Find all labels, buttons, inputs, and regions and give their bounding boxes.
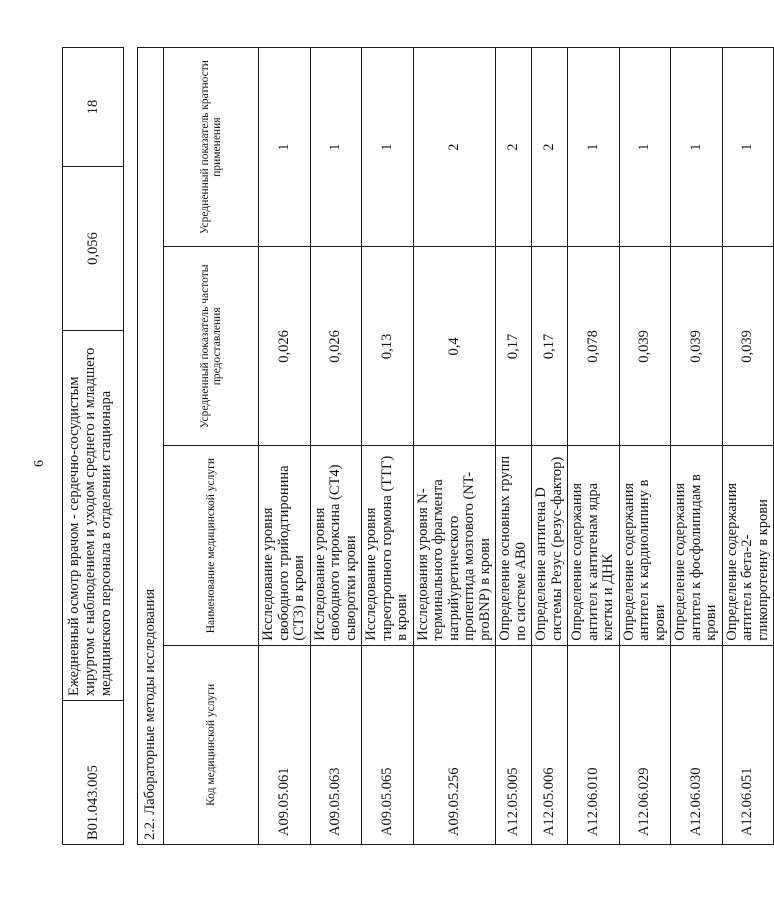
table-row — [362, 48, 414, 845]
page-number: 6 — [32, 460, 47, 467]
table-row — [413, 48, 496, 845]
header-row — [164, 48, 259, 845]
table-row — [568, 48, 620, 845]
service-code: B01.043.005 — [63, 701, 124, 845]
service-code: A09.05.061 — [259, 645, 311, 844]
multiplicity-value: 1 — [568, 48, 620, 247]
lab-methods-table — [137, 47, 774, 845]
service-code: A12.05.005 — [496, 645, 532, 844]
frequency-value: 0,078 — [568, 247, 620, 446]
service-name: Определение содержания антител к фосфолипидам в крови — [671, 446, 723, 645]
multiplicity-value: 18 — [63, 48, 124, 167]
service-code: A09.05.063 — [310, 645, 362, 844]
header-multiplicity: Усредненный показатель кратности применения — [164, 48, 259, 247]
frequency-value: 0,039 — [671, 247, 723, 446]
service-code: A12.06.030 — [671, 645, 723, 844]
service-name: Исследование уровня свободного трийодтиронина (СТ3) в крови — [259, 446, 311, 645]
multiplicity-value: 2 — [532, 48, 568, 247]
table-row — [532, 48, 568, 845]
frequency-value: 0,039 — [619, 247, 671, 446]
multiplicity-value: 2 — [496, 48, 532, 247]
service-name: Ежедневный осмотр врачом - сердечно-сосудистым хирургом с наблюдением и уходом среднего и младшего медицинского персонала в отделении стационара — [63, 331, 124, 701]
service-name: Определение содержания антител к бета-2-гликопротеину в крови — [722, 446, 774, 645]
service-name: Определение основных групп по системе АВ0 — [496, 446, 532, 645]
multiplicity-value: 1 — [362, 48, 414, 247]
multiplicity-value: 2 — [413, 48, 496, 247]
multiplicity-value: 1 — [259, 48, 311, 247]
service-code: A09.05.065 — [362, 645, 414, 844]
service-code: A12.06.051 — [722, 645, 774, 844]
table-row — [310, 48, 362, 845]
frequency-value: 0,17 — [496, 247, 532, 446]
service-name: Исследования уровня N-терминального фрагмента натрийуретического пропептида мозгового (NT-proBNP) в крови — [413, 446, 496, 645]
header-frequency: Усредненный показатель частоты предоставления — [164, 247, 259, 446]
multiplicity-value: 1 — [722, 48, 774, 247]
multiplicity-value: 1 — [310, 48, 362, 247]
service-code: A12.06.010 — [568, 645, 620, 844]
table-row — [259, 48, 311, 845]
frequency-value: 0,4 — [413, 247, 496, 446]
service-name: Определение содержания антител к кардиолипину в крови — [619, 446, 671, 645]
service-code: A12.05.006 — [532, 645, 568, 844]
frequency-value: 0,026 — [259, 247, 311, 446]
table-row — [63, 48, 124, 845]
frequency-value: 0,039 — [722, 247, 774, 446]
service-code: A12.06.029 — [619, 645, 671, 844]
multiplicity-value: 1 — [619, 48, 671, 247]
frequency-value: 0,13 — [362, 247, 414, 446]
table-row — [496, 48, 532, 845]
table-row — [619, 48, 671, 845]
header-code: Код медицинской услуги — [164, 645, 259, 844]
service-name: Исследование уровня тиреотропного гормона (ТТГ) в крови — [362, 446, 414, 645]
frequency-value: 0,17 — [532, 247, 568, 446]
section-row — [138, 48, 164, 845]
table-row — [722, 48, 774, 845]
frequency-value: 0,026 — [310, 247, 362, 446]
multiplicity-value: 1 — [671, 48, 723, 247]
service-name: Исследование уровня свободного тироксина (СТ4) сыворотки крови — [310, 446, 362, 645]
header-name: Наименование медицинской услуги — [164, 446, 259, 645]
frequency-value: 0,056 — [63, 167, 124, 331]
service-name: Определение антигена D системы Резус (резус-фактор) — [532, 446, 568, 645]
service-code: A09.05.256 — [413, 645, 496, 844]
service-name: Определение содержания антител к антигенам ядра клетки и ДНК — [568, 446, 620, 645]
section-title: 2.2. Лабораторные методы исследования — [138, 48, 164, 845]
continued-table — [62, 47, 124, 845]
table-row — [671, 48, 723, 845]
